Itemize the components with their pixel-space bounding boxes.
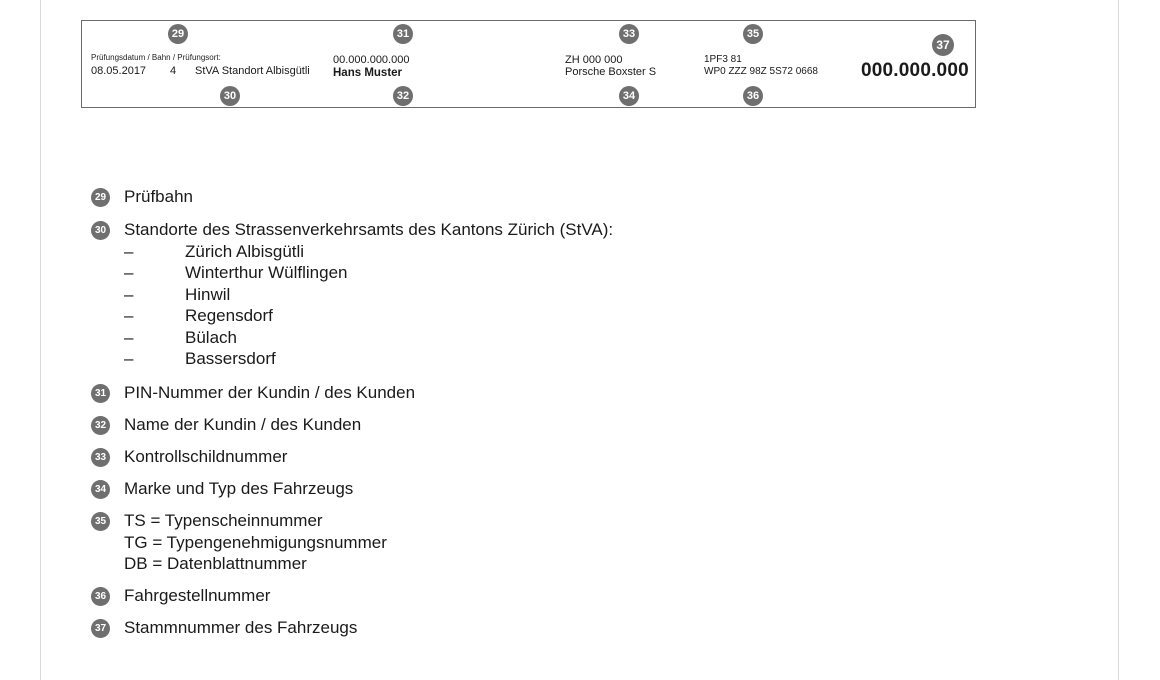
chassis-number: WP0 ZZZ 98Z 5S72 0668 [704, 66, 818, 77]
list-item: – Regensdorf [124, 306, 273, 325]
list-item: – Hinwil [124, 284, 231, 304]
legend-text: Marke und Typ des Fahrzeugs [124, 479, 354, 498]
legend-text-block [124, 219, 613, 370]
legend-badge: 33 [91, 448, 110, 467]
legend-text-block [124, 510, 387, 575]
callout-badge-30: 30 [220, 86, 240, 106]
type-number: 1PF3 81 [704, 54, 742, 65]
legend-badge: 32 [91, 416, 110, 435]
form-sample-box [81, 20, 976, 108]
list-item: – Winterthur Wülflingen [124, 263, 348, 282]
customer-pin: 00.000.000.000 [333, 54, 410, 66]
legend-text-line: TS = Typenscheinnummer [124, 511, 323, 530]
license-plate: ZH 000 000 [565, 54, 623, 66]
page-border-right [1118, 0, 1119, 680]
legend-text: Kontrollschildnummer [124, 447, 288, 466]
callout-badge-34: 34 [619, 86, 639, 106]
legend-badge: 37 [91, 619, 110, 638]
exam-info-label: Prüfungsdatum / Bahn / Prüfungsort: [91, 53, 221, 62]
legend-text: Name der Kundin / des Kunden [124, 415, 362, 434]
location-list [124, 241, 613, 370]
list-item: – Zürich Albisgütli [124, 241, 305, 261]
legend-text: Fahrgestellnummer [124, 586, 271, 605]
legend-badge: 34 [91, 480, 110, 499]
legend-badge: 29 [91, 188, 110, 207]
stamm-number: 000.000.000 [861, 60, 969, 81]
callout-badge-32: 32 [393, 86, 413, 106]
list-item: – Bassersdorf [124, 349, 276, 368]
list-item: – Bülach [124, 327, 237, 347]
customer-name: Hans Muster [333, 67, 403, 79]
legend-badge: 30 [91, 221, 110, 240]
callout-badge-37: 37 [932, 34, 954, 56]
legend-badge: 36 [91, 587, 110, 606]
callout-badge-29: 29 [168, 24, 188, 44]
legend-badge: 31 [91, 384, 110, 403]
legend-text-line: TG = Typengenehmigungsnummer [124, 532, 387, 552]
exam-location: StVA Standort Albisgütli [195, 65, 310, 77]
callout-badge-31: 31 [393, 24, 413, 44]
legend-text: Prüfbahn [124, 187, 193, 206]
callout-badge-33: 33 [619, 24, 639, 44]
legend-text: Stammnummer des Fahrzeugs [124, 618, 358, 637]
exam-date: 08.05.2017 [91, 65, 147, 77]
exam-lane: 4 [170, 65, 177, 77]
legend-text: PIN-Nummer der Kundin / des Kunden [124, 383, 416, 402]
vehicle-make-type: Porsche Boxster S [565, 66, 657, 78]
callout-badge-35: 35 [743, 24, 763, 44]
callout-badge-36: 36 [743, 86, 763, 106]
legend-text-line: DB = Datenblattnummer [124, 554, 307, 573]
page-border-left [40, 0, 41, 680]
legend-text: Standorte des Strassenverkehrsamts des Kantons Zürich (StVA): [124, 220, 614, 239]
legend-badge: 35 [91, 512, 110, 531]
